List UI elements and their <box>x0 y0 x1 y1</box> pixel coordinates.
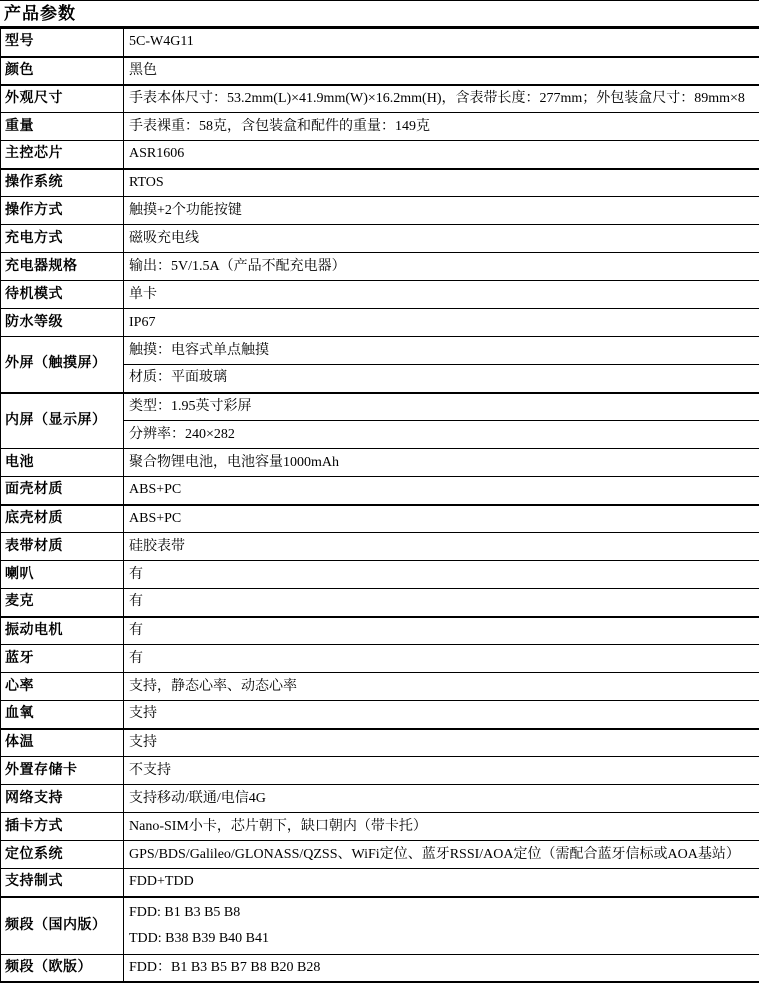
table-row <box>1 113 759 141</box>
table-row <box>1 645 759 673</box>
row-label: 操作系统 <box>1 169 124 197</box>
table-row <box>1 169 759 197</box>
row-label: 频段（欧版） <box>1 954 124 982</box>
table-row <box>1 225 759 253</box>
product-spec-table <box>0 28 759 983</box>
row-label: 频段（国内版） <box>1 897 124 955</box>
row-value: 有 <box>124 589 759 617</box>
row-label: 内屏（显示屏） <box>1 393 124 449</box>
row-label: 振动电机 <box>1 617 124 645</box>
row-value: RTOS <box>124 169 759 197</box>
row-value: 分辨率：240×282 <box>124 421 759 449</box>
table-row <box>1 29 759 57</box>
table-row <box>1 841 759 869</box>
table-row <box>1 281 759 309</box>
page-title: 产品参数 <box>0 0 759 28</box>
row-label: 型号 <box>1 29 124 57</box>
row-value: FDD+TDD <box>124 869 759 897</box>
row-label: 麦克 <box>1 589 124 617</box>
row-label: 充电方式 <box>1 225 124 253</box>
row-value: 有 <box>124 645 759 673</box>
table-row <box>1 897 759 955</box>
row-value: GPS/BDS/Galileo/GLONASS/QZSS、WiFi定位、蓝牙RSSI/AOA定位（需配合蓝牙信标或AOA基站） <box>124 841 759 869</box>
row-value: ASR1606 <box>124 141 759 169</box>
table-row <box>1 57 759 85</box>
table-row <box>1 589 759 617</box>
row-value: 5C-W4G11 <box>124 29 759 57</box>
row-label: 定位系统 <box>1 841 124 869</box>
row-label: 血氧 <box>1 701 124 729</box>
table-row <box>1 757 759 785</box>
table-row <box>1 337 759 365</box>
table-row <box>1 533 759 561</box>
table-row <box>1 505 759 533</box>
table-row <box>1 617 759 645</box>
row-label: 插卡方式 <box>1 813 124 841</box>
row-label: 心率 <box>1 673 124 701</box>
row-value <box>124 897 759 955</box>
row-value: ABS+PC <box>124 477 759 505</box>
table-row <box>1 673 759 701</box>
row-label: 操作方式 <box>1 197 124 225</box>
row-value: 触摸：电容式单点触摸 <box>124 337 759 365</box>
row-value: 硅胶表带 <box>124 533 759 561</box>
table-row <box>1 449 759 477</box>
row-label: 电池 <box>1 449 124 477</box>
row-value: 有 <box>124 617 759 645</box>
row-value: 材质：平面玻璃 <box>124 365 759 393</box>
row-value: 触摸+2个功能按键 <box>124 197 759 225</box>
row-label: 支持制式 <box>1 869 124 897</box>
row-label: 喇叭 <box>1 561 124 589</box>
row-value: 磁吸充电线 <box>124 225 759 253</box>
row-label: 表带材质 <box>1 533 124 561</box>
row-value: 手表本体尺寸：53.2mm(L)×41.9mm(W)×16.2mm(H)，含表带长度：277mm；外包装盒尺寸：89mm×8 <box>124 85 759 113</box>
table-row <box>1 729 759 757</box>
row-label: 外观尺寸 <box>1 85 124 113</box>
row-value-line: FDD: B1 B3 B5 B8 <box>129 904 241 920</box>
row-label: 重量 <box>1 113 124 141</box>
row-value: 手表裸重：58克，含包装盒和配件的重量：149克 <box>124 113 759 141</box>
table-row <box>1 561 759 589</box>
row-label: 网络支持 <box>1 785 124 813</box>
row-label: 蓝牙 <box>1 645 124 673</box>
table-row <box>1 197 759 225</box>
table-row <box>1 813 759 841</box>
row-label: 体温 <box>1 729 124 757</box>
row-value: IP67 <box>124 309 759 337</box>
table-row <box>1 141 759 169</box>
row-value: FDD：B1 B3 B5 B7 B8 B20 B28 <box>124 954 759 982</box>
row-label: 充电器规格 <box>1 253 124 281</box>
row-value: 支持 <box>124 701 759 729</box>
row-value: 有 <box>124 561 759 589</box>
row-label: 底壳材质 <box>1 505 124 533</box>
row-label: 防水等级 <box>1 309 124 337</box>
row-value-line: TDD: B38 B39 B40 B41 <box>129 930 270 946</box>
row-value: 不支持 <box>124 757 759 785</box>
row-value: Nano-SIM小卡，芯片朝下，缺口朝内（带卡托） <box>124 813 759 841</box>
row-value: 黑色 <box>124 57 759 85</box>
row-value: 支持 <box>124 729 759 757</box>
table-row <box>1 477 759 505</box>
row-value: 支持移动/联通/电信4G <box>124 785 759 813</box>
table-row <box>1 954 759 982</box>
table-row <box>1 701 759 729</box>
row-label: 外置存储卡 <box>1 757 124 785</box>
row-value: 类型：1.95英寸彩屏 <box>124 393 759 421</box>
row-label: 主控芯片 <box>1 141 124 169</box>
row-value: 单卡 <box>124 281 759 309</box>
table-row <box>1 85 759 113</box>
table-row <box>1 869 759 897</box>
table-row <box>1 253 759 281</box>
row-value: 聚合物锂电池，电池容量1000mAh <box>124 449 759 477</box>
row-label: 外屏（触摸屏） <box>1 337 124 393</box>
row-value: ABS+PC <box>124 505 759 533</box>
row-value: 支持，静态心率、动态心率 <box>124 673 759 701</box>
row-label: 面壳材质 <box>1 477 124 505</box>
table-row <box>1 785 759 813</box>
table-row <box>1 309 759 337</box>
table-row <box>1 393 759 421</box>
row-label: 待机模式 <box>1 281 124 309</box>
row-value: 输出：5V/1.5A（产品不配充电器） <box>124 253 759 281</box>
row-label: 颜色 <box>1 57 124 85</box>
